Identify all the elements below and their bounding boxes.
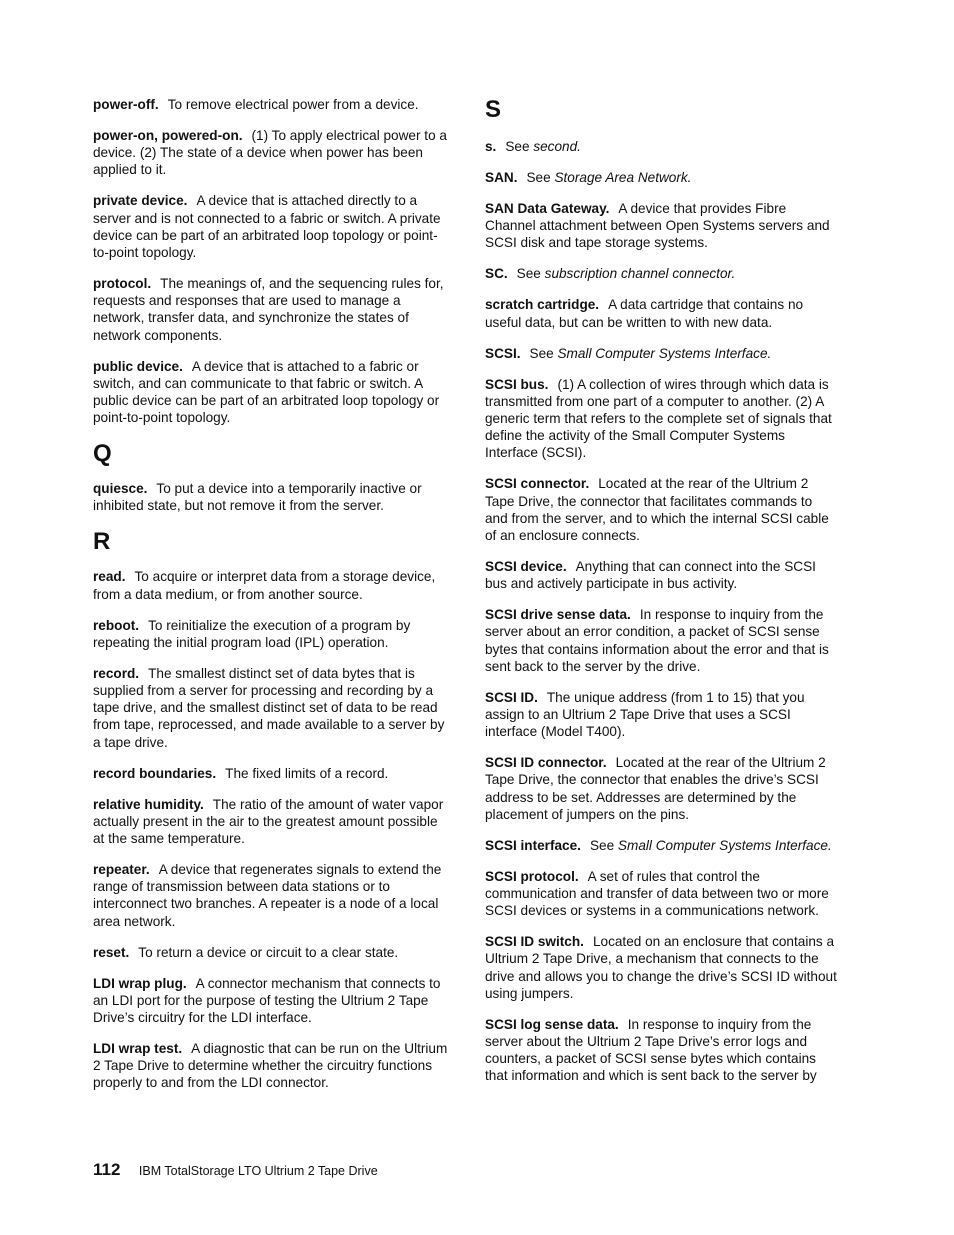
glossary-definition: Located at the rear of the Ultrium 2 Tape Drive, the connector that facilitates commands to and from the server, and to which the internal SCSI cable of an enclosure connects. xyxy=(485,476,829,544)
glossary-definition: In response to inquiry from the server about an error condition, a packet of SCSI sense bytes that contains information about the error and that is sent back to the server by the drive. xyxy=(485,607,829,674)
glossary-definition: The unique address (from 1 to 15) that you assign to an Ultrium 2 Tape Drive that uses a SCSI interface (Model T400). xyxy=(485,689,805,740)
glossary-term: LDI wrap plug. xyxy=(93,975,187,991)
glossary-entry-scsi-connector xyxy=(485,475,837,544)
glossary-term: SCSI connector. xyxy=(485,476,590,492)
glossary-term: SCSI bus. xyxy=(485,376,549,392)
glossary-definition: A device that is attached directly to a server and is not connected to a fabric or switch. A private device can be part of an arbitrated loop topology or point-to-point topology. xyxy=(93,193,441,261)
glossary-entry-reset xyxy=(93,944,449,961)
glossary-definition: To return a device or circuit to a clear state. xyxy=(138,944,399,960)
glossary-definition: A device that is attached to a fabric or switch, and can communicate to that fabric or switch. A public device can be part of an arbitrated loop topology or point-to-point topology. xyxy=(93,358,440,426)
glossary-entry-ldi-wrap-plug xyxy=(93,975,449,1027)
glossary-entry-record-boundaries xyxy=(93,765,449,782)
glossary-entry-read xyxy=(93,568,449,602)
glossary-entry-scsi-bus xyxy=(485,376,837,462)
glossary-term: SCSI ID. xyxy=(485,689,538,705)
glossary-definition: Located on an enclosure that contains a Ultrium 2 Tape Drive, a mechanism that connects to the drive and allows you to change the drive’s SCSI ID without using jumpers. xyxy=(485,934,837,1001)
glossary-term: SCSI. xyxy=(485,345,521,361)
glossary-definition: See xyxy=(505,139,530,154)
glossary-entry-scsi-interface xyxy=(485,837,837,854)
glossary-entry-repeater xyxy=(93,861,449,930)
glossary-entry-scsi-id-connector xyxy=(485,754,837,823)
glossary-term: protocol. xyxy=(93,276,152,292)
glossary-term: SC. xyxy=(485,266,508,282)
glossary-column-right xyxy=(485,96,837,1098)
glossary-term: SAN. xyxy=(485,170,518,185)
glossary-term: SCSI interface. xyxy=(485,837,581,853)
glossary-term: record boundaries. xyxy=(93,765,217,781)
glossary-definition: The fixed limits of a record. xyxy=(225,765,389,781)
glossary-definition: A set of rules that control the communication and transfer of data between two or more SCSI devices or systems in a communications network. xyxy=(485,868,829,919)
glossary-definition: The ratio of the amount of water vapor actually present in the air to the greatest amount possible at the same temperature. xyxy=(93,796,444,847)
section-letter-s: S xyxy=(485,96,502,123)
glossary-definition: A connector mechanism that connects to an LDI port for the purpose of testing the Ultrium 2 Tape Drive’s circuitry for the LDI interface. xyxy=(93,975,441,1026)
section-letter-r: R xyxy=(93,528,111,556)
cross-reference: Small Computer Systems Interface. xyxy=(617,837,832,853)
glossary-entry-scsi-id xyxy=(485,689,837,741)
glossary-term: s. xyxy=(485,139,497,154)
glossary-definition: (1) A collection of wires through which data is transmitted from one part of a computer to another. (2) A generic term that refers to the complete set of signals that define the activity of the Small Computer Systems Interface (SCSI). xyxy=(485,376,832,461)
glossary-entry-sc xyxy=(485,265,837,282)
glossary-term: quiesce. xyxy=(93,481,148,497)
page-number: 112 xyxy=(93,1160,121,1179)
glossary-entry-protocol xyxy=(93,275,449,344)
glossary-entry-quiesce xyxy=(93,480,449,514)
glossary-definition: See xyxy=(516,266,541,282)
glossary-entry-san-data-gateway xyxy=(485,200,837,252)
glossary-column-left xyxy=(93,96,449,1105)
glossary-entry-record xyxy=(93,665,449,751)
glossary-definition: The meanings of, and the sequencing rules for, requests and responses that are used to manage a network, transfer data, and synchronize the states of network components. xyxy=(93,276,444,343)
glossary-term: record. xyxy=(93,665,140,681)
glossary-entry-ldi-wrap-test xyxy=(93,1040,449,1092)
glossary-definition: A device that provides Fibre Channel attachment between Open Systems servers and SCSI disk and tape storage systems. xyxy=(485,201,830,251)
glossary-term: LDI wrap test. xyxy=(93,1041,183,1057)
glossary-definition: To remove electrical power from a device. xyxy=(167,97,419,112)
glossary-definition: See xyxy=(529,345,554,361)
glossary-term: SCSI ID switch. xyxy=(485,934,584,950)
page-footer xyxy=(93,1160,378,1180)
glossary-term: SCSI log sense data. xyxy=(485,1016,619,1032)
glossary-entry-scratch-cartridge xyxy=(485,296,837,330)
glossary-term: private device. xyxy=(93,193,188,209)
glossary-entry-scsi-drive-sense-data xyxy=(485,606,837,675)
glossary-term: power-off. xyxy=(93,97,159,112)
glossary-definition: Anything that can connect into the SCSI bus and actively participate in bus activity. xyxy=(485,559,816,592)
cross-reference: second. xyxy=(533,139,581,154)
glossary-entry-scsi xyxy=(485,345,837,362)
glossary-term: SCSI ID connector. xyxy=(485,755,607,771)
glossary-term: reset. xyxy=(93,944,130,960)
glossary-entry-san xyxy=(485,169,837,186)
glossary-definition: To acquire or interpret data from a storage device, from a data medium, or from another source. xyxy=(93,569,436,602)
glossary-term: repeater. xyxy=(93,862,150,878)
cross-reference: Storage Area Network. xyxy=(554,170,692,185)
glossary-definition: Located at the rear of the Ultrium 2 Tape Drive, the connector that enables the drive’s SCSI address to be set. Addresses are determined by the placement of jumpers on the pins. xyxy=(485,755,826,822)
glossary-definition: A diagnostic that can be run on the Ultrium 2 Tape Drive to determine whether the circuitry functions properly to and from the LDI connector. xyxy=(93,1041,448,1091)
glossary-definition: See xyxy=(526,170,551,185)
glossary-definition: A device that regenerates signals to extend the range of transmission between data stations or to interconnect two branches. A repeater is a node of a local area network. xyxy=(93,862,442,929)
glossary-definition: (1) To apply electrical power to a device. (2) The state of a device when power has been applied to it. xyxy=(93,128,447,178)
glossary-entry-power-on-powered-on xyxy=(93,127,449,179)
glossary-definition: To put a device into a temporarily inactive or inhibited state, but not remove it from the server. xyxy=(93,481,422,514)
glossary-definition: See xyxy=(589,837,615,853)
glossary-entry-scsi-device xyxy=(485,558,837,592)
glossary-term: relative humidity. xyxy=(93,796,204,812)
glossary-term: SAN Data Gateway. xyxy=(485,201,610,216)
glossary-entry-private-device xyxy=(93,192,449,261)
glossary-term: SCSI protocol. xyxy=(485,868,579,884)
glossary-definition: The smallest distinct set of data bytes that is supplied from a server for processing and recording by a tape drive, and the smallest distinct set of data to be read from tape, reprocessed, and made available to a server by a tape drive. xyxy=(93,665,445,750)
glossary-entry-s xyxy=(485,138,837,155)
cross-reference: subscription channel connector. xyxy=(544,266,736,282)
glossary-entry-reboot xyxy=(93,617,449,651)
glossary-definition: In response to inquiry from the server about the Ultrium 2 Tape Drive’s error logs and counters, a packet of SCSI sense bytes which contains that information and which is sent back to the server by xyxy=(485,1016,817,1084)
section-letter-q: Q xyxy=(93,440,112,468)
glossary-term: SCSI drive sense data. xyxy=(485,607,631,623)
glossary-term: public device. xyxy=(93,358,183,374)
glossary-definition: A data cartridge that contains no useful data, but can be written to with new data. xyxy=(485,297,804,330)
glossary-term: SCSI device. xyxy=(485,559,567,575)
glossary-term: power-on, powered-on. xyxy=(93,128,243,143)
glossary-entry-scsi-id-switch xyxy=(485,933,837,1002)
footer-title: IBM TotalStorage LTO Ultrium 2 Tape Drive xyxy=(138,1164,378,1178)
cross-reference: Small Computer Systems Interface. xyxy=(557,345,772,361)
glossary-term: reboot. xyxy=(93,617,140,633)
glossary-entry-power-off xyxy=(93,96,449,113)
glossary-term: read. xyxy=(93,569,126,585)
glossary-entry-public-device xyxy=(93,358,449,427)
glossary-term: scratch cartridge. xyxy=(485,297,600,313)
glossary-definition: To reinitialize the execution of a program by repeating the initial program load (IPL) operation. xyxy=(93,617,411,650)
glossary-entry-relative-humidity xyxy=(93,796,449,848)
glossary-entry-scsi-protocol xyxy=(485,868,837,920)
glossary-entry-scsi-log-sense-data xyxy=(485,1016,837,1085)
